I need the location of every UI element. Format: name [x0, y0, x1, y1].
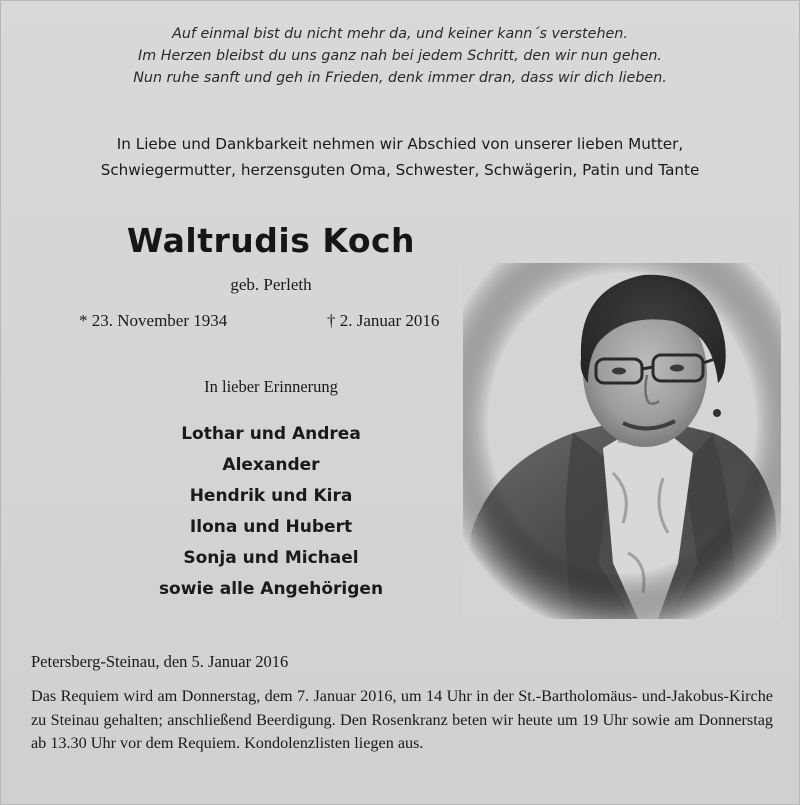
birth-date: * 23. November 1934 — [79, 311, 228, 330]
intro-line: Schwiegermutter, herzensguten Oma, Schwester, Schwägerin, Patin und Tante — [100, 161, 700, 179]
intro-line: In Liebe und Dankbarkeit nehmen wir Abschied von unserer lieben Mutter, — [116, 135, 684, 153]
mourners-list — [121, 419, 421, 605]
mourner: Sonja und Michael — [183, 548, 359, 568]
portrait-photo — [463, 263, 781, 619]
mourner: sowie alle Angehörigen — [158, 579, 384, 599]
death-date: † 2. Januar 2016 — [327, 311, 440, 330]
maiden-name: geb. Perleth — [230, 275, 312, 294]
mourner: Hendrik und Kira — [189, 486, 353, 506]
poem-line: Im Herzen bleibst du uns ganz nah bei jedem Schritt, den wir nun gehen. — [138, 48, 662, 64]
mourner: Alexander — [222, 455, 320, 475]
requiem-notice: Das Requiem wird am Donnerstag, dem 7. Januar 2016, um 14 Uhr in der St.-Bartholomäus- und-Jakobus-Kirche zu Steinau gehalten; anschließend Beerdigung. Den Rosenkranz beten wir heute um 19 Uhr sowie am Donnerstag ab 13.30 Uhr vor dem Requiem. Kondolenzlisten liegen aus. — [31, 687, 773, 752]
mourner: Ilona und Hubert — [189, 517, 353, 537]
poem — [1, 23, 799, 89]
poem-line: Auf einmal bist du nicht mehr da, und keiner kann´s verstehen. — [172, 26, 628, 42]
mourner: Lothar und Andrea — [181, 424, 361, 444]
intro-text — [1, 131, 799, 183]
deceased-name: Waltrudis Koch — [126, 221, 416, 260]
memory-label: In lieber Erinnerung — [204, 377, 338, 396]
place-and-date: Petersberg-Steinau, den 5. Januar 2016 — [31, 652, 289, 671]
poem-line: Nun ruhe sanft und geh in Frieden, denk immer dran, dass wir dich lieben. — [133, 70, 667, 86]
